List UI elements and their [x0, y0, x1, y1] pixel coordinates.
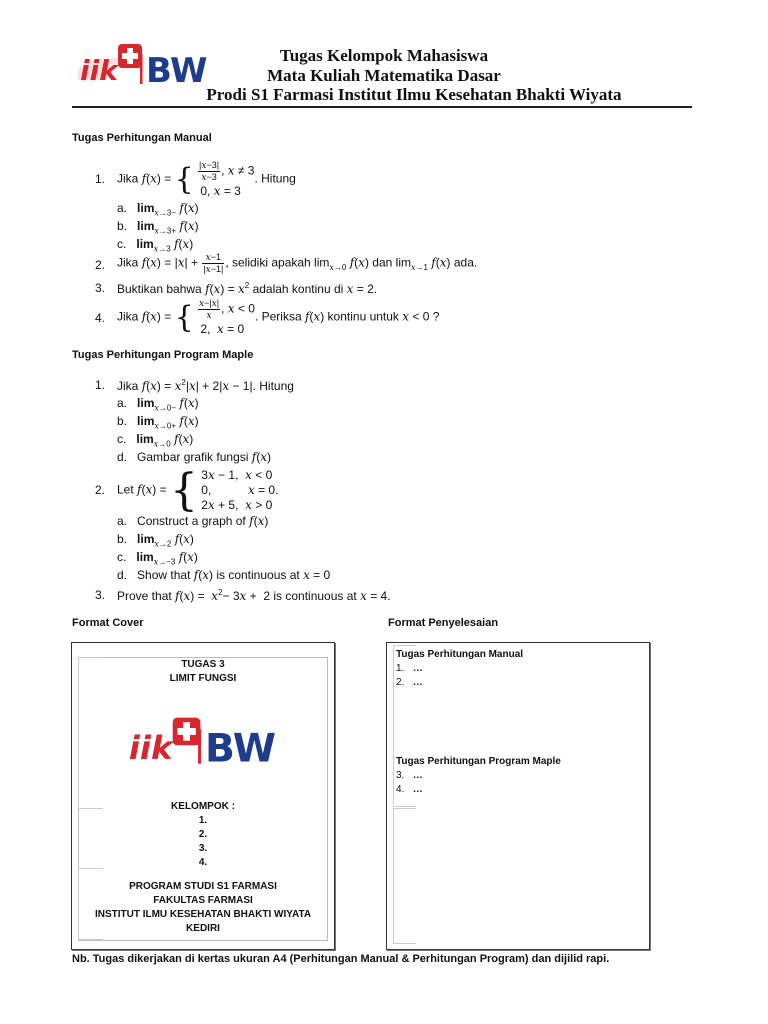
manual-q3-number: 3.	[95, 281, 106, 295]
cover-member-2: 2.	[198, 829, 208, 840]
solution-label: Format Penyelesaian	[388, 617, 499, 629]
solution-manual-item-1: 1. …	[396, 663, 423, 674]
maple-q3: Prove that $f(x) = x^2- 3x + 2$ is continuous at x = 4.	[117, 588, 391, 603]
solution-maple-item-2: 4. …	[396, 784, 423, 795]
maple-q2a: a. Construct a graph of f(x)	[117, 514, 269, 528]
cover-member-3: 3.	[198, 843, 208, 854]
manual-q1c: c. $\lim_{x\to 3} f(x)$	[117, 237, 194, 254]
manual-q4: Jika f(x) = { $\frac{x-|x|}{x}$ , x < 0 2, x = 0. Periksa f(x) kontinu untuk x < 0 ?	[117, 298, 440, 336]
cover-box	[71, 642, 335, 950]
manual-q4-number: 4.	[95, 311, 106, 325]
cover-member-1: 1.	[198, 815, 208, 826]
solution-box	[386, 642, 650, 950]
header-divider	[72, 106, 692, 108]
manual-q1-number: 1.	[95, 172, 106, 186]
cover-footer-4: KEDIRI	[186, 923, 220, 934]
manual-heading: Tugas Perhitungan Manual	[72, 132, 212, 144]
cover-label: Format Cover	[72, 617, 144, 629]
svg-text:iik: iik	[80, 54, 118, 87]
svg-text:BW: BW	[205, 726, 277, 772]
maple-q1d: d. Gambar grafik fungsi f(x)	[117, 450, 271, 464]
cover-footer-1: PROGRAM STUDI S1 FARMASI	[129, 881, 277, 892]
header-title-2: Mata Kuliah Matematika Dasar	[267, 66, 501, 85]
maple-q2b: b. $\lim_{x\to 2} f(x)$	[117, 532, 194, 549]
maple-q2c: c. $\lim_{x\to-3} f(x)$	[117, 550, 198, 567]
manual-q1: Jika f(x) = { $\frac{|x-3|}{x-3}$ , x ≠ 3 0, x = 3. Hitung	[117, 160, 296, 198]
header-title-1: Tugas Kelompok Mahasiswa	[279, 46, 489, 65]
manual-q3: Buktikan bahwa $f(x) = x^2$ adalah kontinu di x = 2.	[117, 281, 378, 296]
solution-maple-heading: Tugas Perhitungan Program Maple	[396, 756, 561, 767]
manual-q1-after: . Hitung	[254, 171, 296, 186]
maple-q2-number: 2.	[95, 483, 106, 497]
maple-q1: Jika $f(x) = x^2|x| + 2|x - 1|$. Hitung	[117, 378, 294, 393]
manual-q2-number: 2.	[95, 258, 106, 272]
maple-q1-number: 1.	[95, 378, 106, 392]
maple-q1a: a. $\lim_{x\to 0-} f(x)$	[117, 396, 199, 413]
maple-q3-number: 3.	[95, 588, 106, 602]
maple-q2d: d. Show that f(x) is continuous at x = 0	[117, 568, 331, 582]
cover-footer-2: FAKULTAS FARMASI	[153, 895, 253, 906]
manual-q2: Jika f(x) = |x| + $\frac{x-1}{|x-1|}$ , selidiki apakah $\lim_{x\to 0} f(x)$ dan $\lim_{x\to 1} f(x)$ ada.	[117, 252, 478, 275]
svg-text:BW: BW	[146, 51, 208, 91]
solution-manual-heading: Tugas Perhitungan Manual	[396, 649, 524, 660]
svg-text:iik: iik	[128, 729, 173, 768]
manual-q1b: b. $\lim_{x\to 3+} f(x)$	[117, 219, 199, 236]
cover-footer-3: INSTITUT ILMU KESEHATAN BHAKTI WIYATA	[94, 909, 312, 920]
cover-kelompok: KELOMPOK :	[171, 801, 235, 812]
footnote: Nb. Tugas dikerjakan di kertas ukuran A4 (Perhitungan Manual & Perhitungan Program) dan dijilid rapi.	[72, 953, 610, 965]
cover-logo	[120, 713, 290, 773]
cover-line-1: TUGAS 3	[181, 659, 225, 670]
manual-q1-intro: Jika	[117, 171, 139, 186]
solution-maple-item-1: 3. …	[396, 770, 423, 781]
maple-q1c: c. $\lim_{x\to 0} f(x)$	[117, 432, 194, 449]
solution-manual-item-2: 2. …	[396, 677, 423, 688]
cover-line-2: LIMIT FUNGSI	[169, 673, 237, 684]
maple-q2: Let f(x) = { 3x − 1, x < 0 0, x = 0. 2x + 5, x > 0	[117, 465, 279, 516]
manual-q1a: a. $\lim_{x\to 3-} f(x)$	[117, 201, 199, 218]
maple-q1b: b. $\lim_{x\to 0+} f(x)$	[117, 414, 199, 431]
header-title-3: Prodi S1 Farmasi Institut Ilmu Kesehatan Bhakti Wiyata	[206, 85, 622, 104]
maple-heading: Tugas Perhitungan Program Maple	[72, 349, 254, 361]
solution-left-strip-2	[393, 808, 416, 944]
cover-member-4: 4.	[198, 857, 208, 868]
